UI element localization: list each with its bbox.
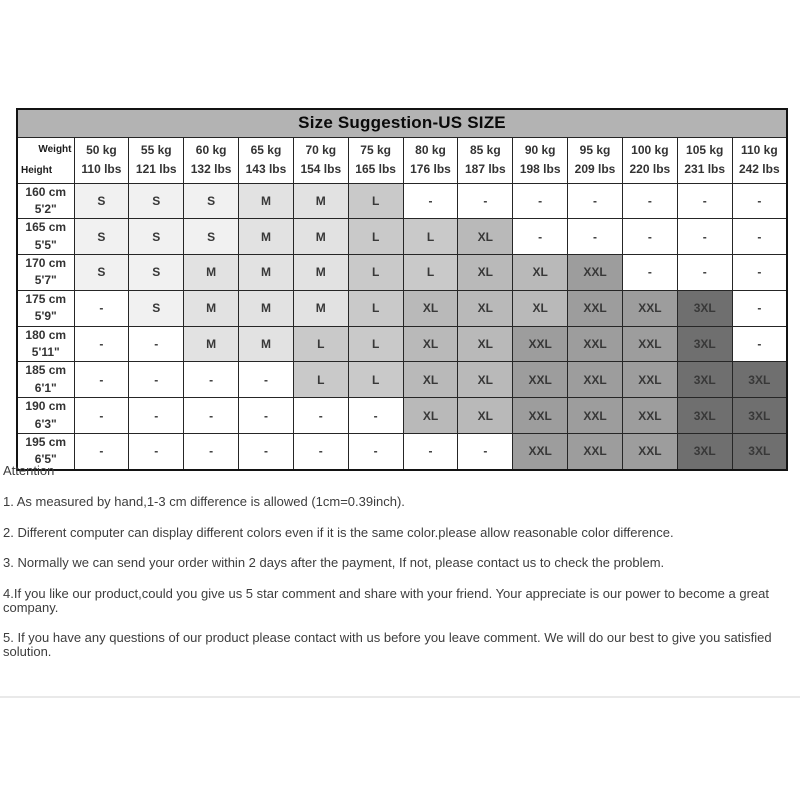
weight-header-cell [129,137,184,183]
size-cell: - [74,290,129,326]
size-cell: XL [403,362,458,398]
size-cell: - [458,183,513,219]
weight-lbs-label: 209 lbs [574,162,616,176]
weight-kg-label: 65 kg [250,143,282,158]
weight-kg-label: 90 kg [524,143,556,158]
weight-lbs-label: 132 lbs [190,162,232,176]
size-cell: M [239,255,294,291]
size-cell: L [348,362,403,398]
size-cell: S [74,219,129,255]
attention-list [3,495,797,658]
size-cell: 3XL [732,362,787,398]
weight-lbs-label: 143 lbs [245,162,287,176]
size-cell: - [568,183,623,219]
height-label-cell [17,255,74,291]
size-cell: XL [403,290,458,326]
height-label-cell [17,219,74,255]
height-label-cell [17,183,74,219]
size-cell: - [622,255,677,291]
size-cell: - [74,326,129,362]
size-cell: XL [403,326,458,362]
size-cell: M [293,255,348,291]
attention-section [3,463,797,658]
size-cell: - [184,398,239,434]
size-cell: L [293,326,348,362]
size-cell: L [348,219,403,255]
corner-cell [17,137,74,183]
size-cell: 3XL [677,326,732,362]
size-cell: XL [458,326,513,362]
size-cell: XXL [513,398,568,434]
weight-header-cell [348,137,403,183]
size-cell: 3XL [677,398,732,434]
size-cell: - [622,183,677,219]
weight-kg-label: 95 kg [579,143,611,158]
size-cell: XXL [568,290,623,326]
weight-lbs-label: 121 lbs [135,162,177,176]
size-cell: 3XL [677,362,732,398]
height-ft-label: 5'2" [34,201,57,216]
height-ft-label: 6'1" [34,380,57,395]
size-cell: - [184,362,239,398]
size-cell: M [239,290,294,326]
size-cell: 3XL [732,433,787,469]
size-cell: - [239,398,294,434]
size-cell: XXL [622,398,677,434]
size-cell: XXL [513,433,568,469]
size-cell: M [293,183,348,219]
size-cell: L [293,362,348,398]
height-ft-label: 6'5" [34,452,57,467]
weight-lbs-label: 110 lbs [81,162,122,176]
size-cell: XL [513,255,568,291]
height-cm-label: 160 cm [25,184,67,199]
weight-header-cell [239,137,294,183]
height-cm-label: 180 cm [25,327,67,342]
weight-kg-label: 70 kg [305,143,337,158]
size-cell: M [184,290,239,326]
height-label-cell [17,290,74,326]
weight-header-row [17,137,787,183]
weight-lbs-label: 154 lbs [300,162,342,176]
weight-header-cell [184,137,239,183]
size-cell: XL [458,219,513,255]
size-cell: - [677,183,732,219]
height-ft-label: 6'3" [34,416,57,431]
attention-item: 2. Different computer can display different colors even if it is the same color.please allow reasonable color difference. [3,524,674,540]
table-title: Size Suggestion-US SIZE [17,109,787,137]
height-label-cell [17,326,74,362]
size-cell: M [184,255,239,291]
size-cell: L [403,255,458,291]
weight-kg-label: 50 kg [86,143,117,158]
height-cm-label: 165 cm [25,220,67,235]
size-cell: XL [458,398,513,434]
height-cm-label: 190 cm [25,399,67,414]
weight-kg-label: 105 kg [686,143,724,158]
size-cell: XXL [513,362,568,398]
size-cell: L [348,255,403,291]
height-label-cell [17,362,74,398]
height-cm-label: 185 cm [25,363,67,378]
page-divider-line [0,696,800,698]
weight-lbs-label: 231 lbs [684,162,726,176]
corner-height-label: Height [21,165,53,176]
size-cell: 3XL [677,290,732,326]
table-row [17,362,787,398]
size-cell: XXL [622,362,677,398]
size-cell: XL [458,255,513,291]
weight-kg-label: 80 kg [415,143,446,158]
size-cell: L [348,326,403,362]
size-cell: - [732,255,787,291]
size-cell: S [129,290,184,326]
weight-kg-label: 100 kg [631,143,669,158]
size-cell: XXL [568,362,623,398]
size-cell: XL [458,362,513,398]
size-cell: - [129,398,184,434]
height-label-cell [17,398,74,434]
size-cell: - [568,219,623,255]
attention-item: 1. As measured by hand,1-3 cm difference is allowed (1cm=0.39inch). [3,494,405,509]
height-ft-label: 5'11" [31,345,60,360]
height-ft-label: 5'7" [34,273,57,288]
size-cell: S [129,183,184,219]
weight-lbs-label: 165 lbs [355,162,396,176]
attention-heading: Attention [3,463,55,478]
weight-lbs-label: 242 lbs [738,162,780,176]
table-row [17,219,787,255]
attention-item: 4.If you like our product,could you give us 5 star comment and share with your friend. Your appreciate is our power to become a great company. [3,585,769,615]
size-cell: XL [458,290,513,326]
size-cell: XL [513,290,568,326]
attention-item: 5. If you have any questions of our product please contact with us before you leave comment. We will do our best to give you satisfied solution. [3,630,772,659]
size-cell: - [129,362,184,398]
weight-kg-label: 55 kg [140,143,172,158]
weight-header-cell [293,137,348,183]
weight-header-cell [458,137,513,183]
table-row [17,255,787,291]
weight-kg-label: 85 kg [469,143,501,158]
size-cell: - [403,183,458,219]
size-cell: XXL [568,433,623,469]
size-cell: XXL [622,433,677,469]
size-cell: - [677,219,732,255]
size-cell: - [293,398,348,434]
weight-lbs-label: 176 lbs [410,162,451,176]
weight-header-cell [677,137,732,183]
size-cell: - [622,219,677,255]
size-cell: 3XL [677,433,732,469]
size-cell: XXL [622,326,677,362]
size-cell: - [513,219,568,255]
size-cell: M [239,326,294,362]
size-cell: - [732,326,787,362]
weight-lbs-label: 198 lbs [519,162,561,176]
size-cell: S [184,219,239,255]
size-cell: L [348,183,403,219]
height-cm-label: 195 cm [25,434,67,449]
size-cell: M [293,219,348,255]
size-cell: S [74,255,129,291]
size-cell: M [293,290,348,326]
corner-weight-label: Weight [38,143,72,155]
table-row [17,326,787,362]
weight-header-cell [513,137,568,183]
size-cell: - [129,326,184,362]
size-cell: M [239,219,294,255]
size-cell: S [184,183,239,219]
size-cell: XXL [568,326,623,362]
size-cell: - [239,362,294,398]
weight-kg-label: 75 kg [360,143,391,158]
size-cell: - [458,433,513,469]
size-cell: S [129,255,184,291]
size-cell: - [74,398,129,434]
size-cell: - [74,362,129,398]
weight-lbs-label: 220 lbs [629,162,671,176]
size-cell: - [239,433,294,469]
weight-kg-label: 60 kg [195,143,227,158]
size-cell: 3XL [732,398,787,434]
size-cell: - [732,219,787,255]
size-cell: - [74,433,129,469]
height-ft-label: 5'9" [34,309,57,324]
size-cell: XL [403,398,458,434]
table-row [17,398,787,434]
size-cell: M [184,326,239,362]
table-title-row [17,109,787,137]
size-cell: - [732,290,787,326]
size-cell: - [129,433,184,469]
weight-header-cell [622,137,677,183]
height-cm-label: 170 cm [25,256,67,271]
table-row [17,183,787,219]
size-cell: S [129,219,184,255]
height-ft-label: 5'5" [34,237,57,252]
size-cell: M [239,183,294,219]
size-cell: L [348,290,403,326]
size-suggestion-table [16,108,788,471]
weight-lbs-label: 187 lbs [464,162,506,176]
size-cell: S [74,183,129,219]
size-cell: XXL [568,398,623,434]
weight-header-cell [403,137,458,183]
size-cell: - [348,433,403,469]
attention-item: 3. Normally we can send your order within 2 days after the payment, If not, please contact us to check the problem. [3,555,665,571]
table-row [17,290,787,326]
size-cell: XXL [568,255,623,291]
size-cell: XXL [622,290,677,326]
size-cell: - [732,183,787,219]
weight-header-cell [732,137,787,183]
size-cell: - [513,183,568,219]
height-cm-label: 175 cm [25,291,67,306]
size-cell: - [403,433,458,469]
size-cell: L [403,219,458,255]
size-cell: - [677,255,732,291]
weight-header-cell [74,137,129,183]
size-cell: - [184,433,239,469]
size-cell: - [293,433,348,469]
weight-kg-label: 110 kg [740,143,778,158]
size-cell: XXL [513,326,568,362]
size-cell: - [348,398,403,434]
weight-header-cell [568,137,623,183]
